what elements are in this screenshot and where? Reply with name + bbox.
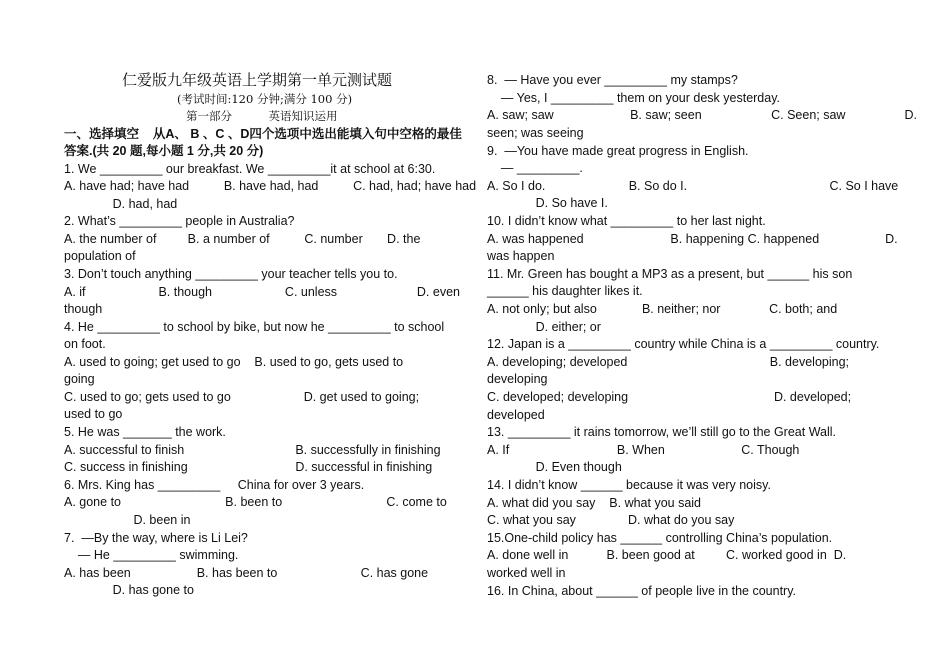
question-line: A. saw; saw B. saw; seen C. Seen; saw D. [487, 108, 917, 122]
question-line: D. So have I. [487, 196, 608, 210]
question-line: used to go [64, 407, 123, 421]
exam-title: 仁爱版九年级英语上学期第一单元测试题 [122, 71, 393, 89]
question-line: 13. _________ it rains tomorrow, we’ll still go to the Great Wall. [487, 425, 837, 439]
question-line: D. had, had [64, 197, 178, 211]
question-line: C. what you say D. what do you say [487, 513, 735, 527]
question-line: A. successful to finish B. successfully in finishing [64, 443, 441, 457]
question-line: A. So I do. B. So do I. C. So I have [487, 179, 899, 193]
question-line: — He _________ swimming. [64, 548, 239, 562]
question-line: developed [487, 408, 545, 422]
question-line: A. used to going; get used to go B. used to go, gets used to [64, 355, 404, 369]
question-line: developing [487, 372, 548, 386]
question-line: 4. He _________ to school by bike, but now he _________ to school [64, 320, 445, 334]
question-line: D. has gone to [64, 583, 194, 597]
question-line: 16. In China, about ______ of people live in the country. [487, 584, 797, 598]
question-line: D. been in [64, 513, 191, 527]
question-line: D. either; or [487, 320, 601, 334]
question-line: ______ his daughter likes it. [487, 284, 643, 298]
question-line: D. Even though [487, 460, 622, 474]
question-line: A. gone to B. been to C. come to [64, 495, 447, 509]
question-line: on foot. [64, 337, 106, 351]
question-line: A. the number of B. a number of C. number D. the [64, 232, 421, 246]
question-line: 11. Mr. Green has bought a MP3 as a present, but ______ his son [487, 267, 853, 281]
question-line: 7. —By the way, where is Li Lei? [64, 531, 248, 545]
question-line: A. what did you say B. what you said [487, 496, 702, 510]
question-line: — _________. [487, 161, 583, 175]
section-heading-line1: 一、选择填空 从A、 B 、C 、D四个选项中选出能填入句中空格的最佳 [64, 127, 462, 141]
question-line: A. was happened B. happening C. happened D. [487, 232, 898, 246]
section-heading-line2: 答案.(共 20 题,每小题 1 分,共 20 分) [64, 144, 264, 158]
question-line: A. have had; have had B. have had, had C. had, had; have had [64, 179, 477, 193]
part-label: 第一部分 英语知识运用 [186, 109, 338, 123]
question-line: C. success in finishing D. successful in finishing [64, 460, 433, 474]
question-line: C. used to go; gets used to go D. get used to going; [64, 390, 420, 404]
question-line: population of [64, 249, 136, 263]
question-line: A. not only; but also B. neither; nor C. both; and [487, 302, 838, 316]
question-line: 15.One-child policy has ______ controlling China’s population. [487, 531, 833, 545]
question-line: 2. What’s _________ people in Australia? [64, 214, 295, 228]
question-line: 8. — Have you ever _________ my stamps? [487, 73, 738, 87]
question-line: C. developed; developing D. developed; [487, 390, 852, 404]
question-line: was happen [487, 249, 555, 263]
question-line: 14. I didn’t know ______ because it was very noisy. [487, 478, 771, 492]
question-line: seen; was seeing [487, 126, 584, 140]
question-line: A. developing; developed B. developing; [487, 355, 849, 369]
question-line: A. done well in B. been good at C. worked good in D. [487, 548, 847, 562]
question-line: A. has been B. has been to C. has gone [64, 566, 429, 580]
question-line: 9. —You have made great progress in English. [487, 144, 749, 158]
question-line: going [64, 372, 95, 386]
question-line: 10. I didn’t know what _________ to her last night. [487, 214, 766, 228]
question-line: 1. We _________ our breakfast. We _________it at school at 6:30. [64, 162, 436, 176]
question-line: A. If B. When C. Though [487, 443, 800, 457]
question-line: 6. Mrs. King has _________ China for over 3 years. [64, 478, 365, 492]
question-line: worked well in [487, 566, 566, 580]
question-line: though [64, 302, 103, 316]
question-line: 12. Japan is a _________ country while China is a _________ country. [487, 337, 880, 351]
question-line: A. if B. though C. unless D. even [64, 285, 460, 299]
question-line: 3. Don’t touch anything _________ your teacher tells you to. [64, 267, 398, 281]
question-line: — Yes, I _________ them on your desk yesterday. [487, 91, 781, 105]
question-line: 5. He was _______ the work. [64, 425, 226, 439]
exam-info: (考试时间:120 分钟;满分 100 分) [177, 92, 353, 106]
